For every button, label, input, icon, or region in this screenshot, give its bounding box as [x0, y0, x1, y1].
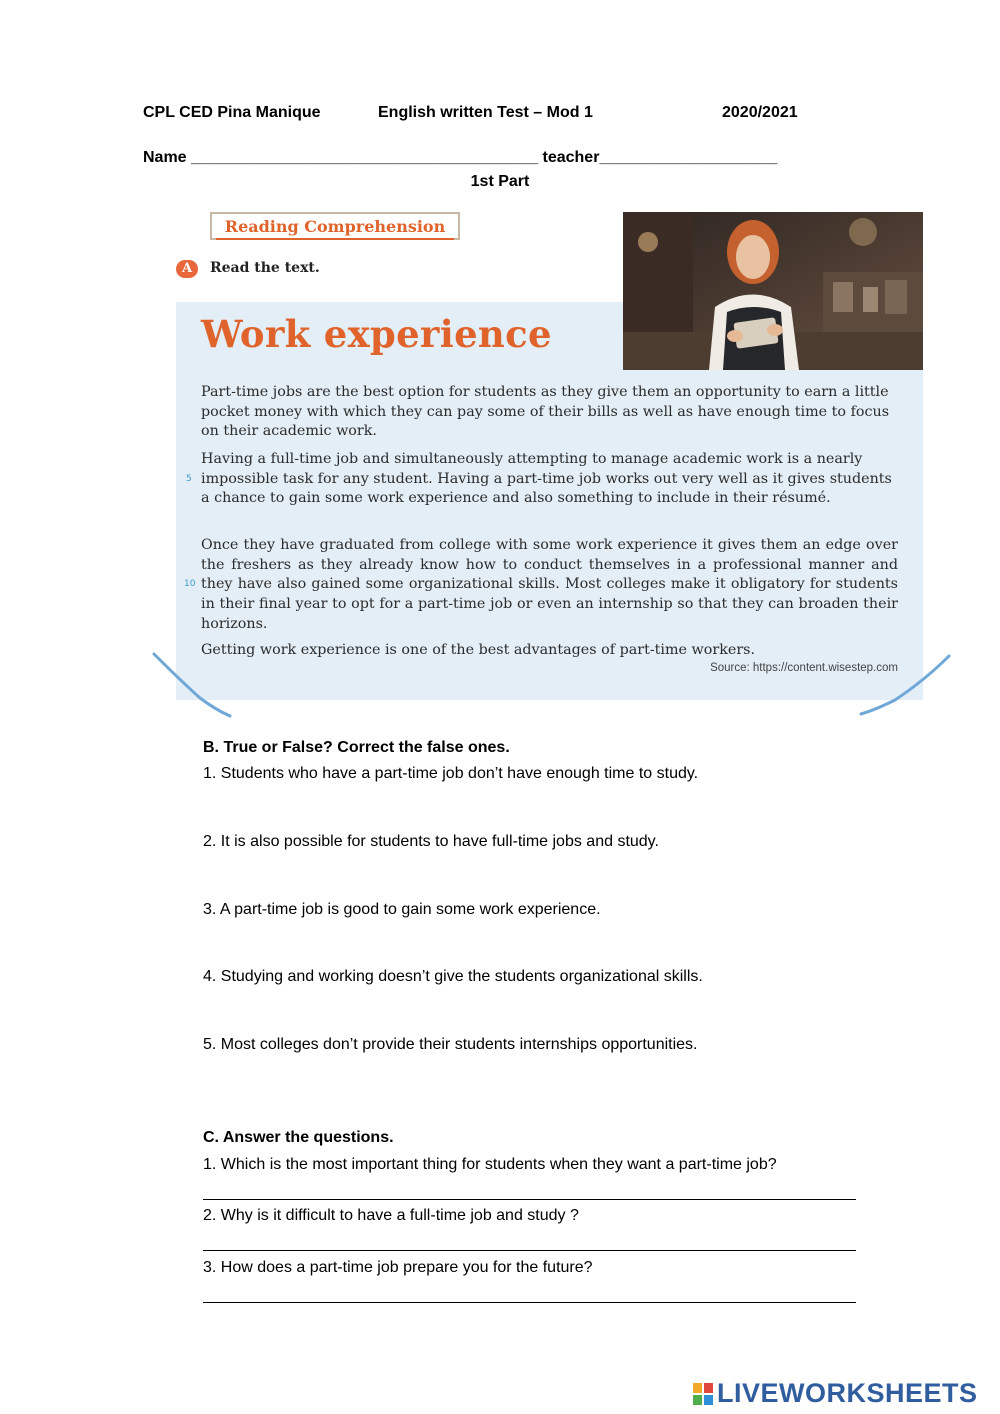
school-name: CPL CED Pina Manique	[143, 104, 321, 121]
read-instruction: Read the text.	[210, 260, 320, 276]
section-c-heading: C. Answer the questions.	[203, 1129, 394, 1146]
section-b-heading: B. True or False? Correct the false ones.	[203, 739, 510, 756]
answer-line-3[interactable]	[203, 1302, 856, 1303]
tf-item-5: 5. Most colleges don’t provide their students internships opportunities.	[203, 1036, 698, 1053]
paragraph-1: Part-time jobs are the best option for students as they give them an opportunity to earn a little pocket money with which they can pay some of their bills as well as have enough time to focus on their academic work.	[201, 384, 890, 440]
cafe-worker-photo	[623, 212, 923, 370]
question-1: 1. Which is the most important thing for students when they want a part-time job?	[203, 1156, 777, 1173]
paragraph-2: Having a full-time job and simultaneously attempting to manage academic work is a nearly impossible task for any student. Having a part-time job works out very well as it gives students a chance to gain some work experience and also something to include in their résumé.	[201, 451, 892, 507]
part-heading: 1st Part	[470, 173, 530, 190]
tf-item-4: 4. Studying and working doesn’t give the students organizational skills.	[203, 968, 703, 985]
test-title: English written Test – Mod 1	[378, 104, 593, 121]
question-2: 2. Why is it difficult to have a full-time job and study ?	[203, 1207, 579, 1224]
article-title: Work experience	[201, 312, 552, 356]
tf-item-2: 2. It is also possible for students to have full-time jobs and study.	[203, 833, 659, 850]
reading-comprehension-label: Reading Comprehension	[210, 212, 460, 240]
right-swoosh-decoration	[855, 650, 955, 720]
section-a-badge: A	[176, 260, 198, 278]
name-teacher-field[interactable]: Name _______________________________________ teacher____________________	[143, 149, 778, 166]
liveworksheets-logo-icon	[692, 1382, 714, 1406]
question-3: 3. How does a part-time job prepare you for the future?	[203, 1259, 593, 1276]
school-year: 2020/2021	[722, 104, 798, 121]
line-number-5: 5	[186, 474, 192, 484]
left-swoosh-decoration	[150, 640, 240, 720]
answer-line-2[interactable]	[203, 1250, 856, 1251]
liveworksheets-brand-text: LIVEWORKSHEETS	[717, 1378, 978, 1408]
paragraph-4: Getting work experience is one of the best advantages of part-time workers.	[201, 642, 756, 658]
source-citation: Source: https://content.wisestep.com	[710, 662, 898, 674]
tf-item-3: 3. A part-time job is good to gain some work experience.	[203, 901, 601, 918]
paragraph-3: Once they have graduated from college with some work experience it gives them an edge over the freshers as they already know how to conduct themselves in a professional manner and they have also gained some organizational skills. Most colleges make it obligatory for students in their final year to opt for a part-time job or even an internship so that they can broaden their horizons.	[201, 537, 898, 632]
line-number-10: 10	[184, 579, 196, 589]
tf-item-1: 1. Students who have a part-time job don’t have enough time to study.	[203, 765, 699, 782]
liveworksheets-logo[interactable]	[692, 1378, 978, 1409]
answer-line-1[interactable]	[203, 1199, 856, 1200]
